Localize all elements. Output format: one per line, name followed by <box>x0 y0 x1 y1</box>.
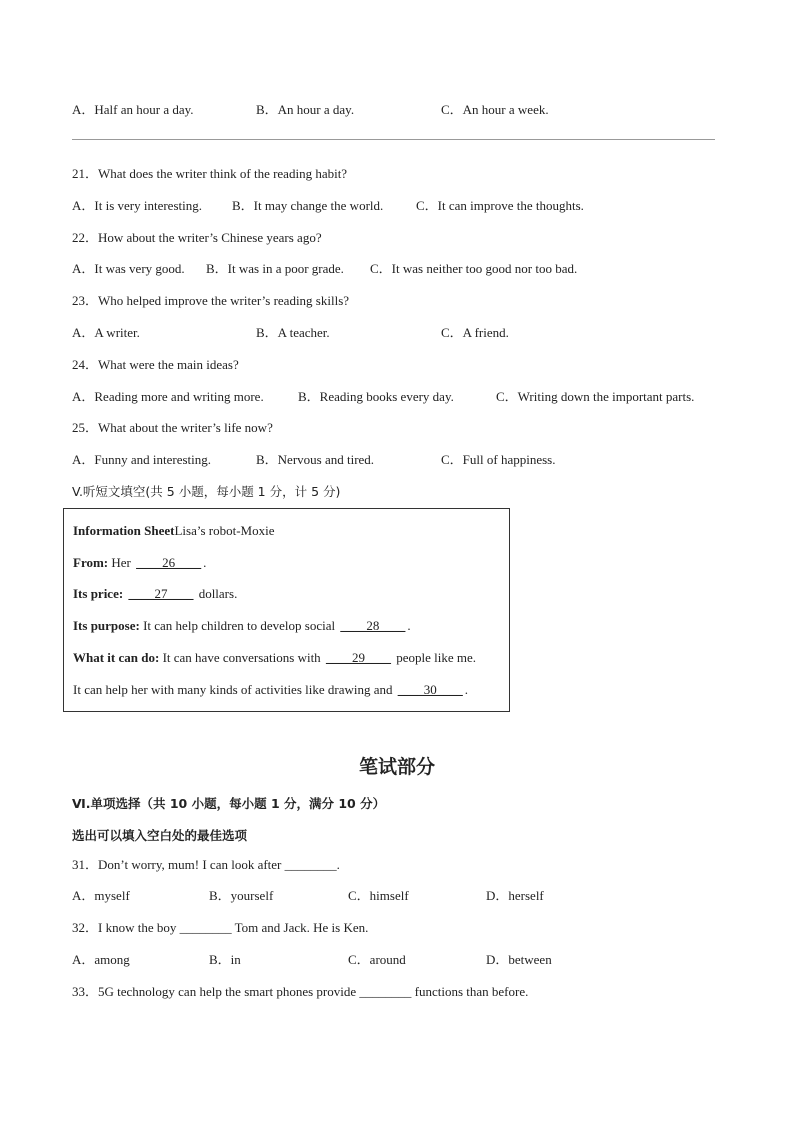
q23-option-b: B．A teacher. <box>256 325 330 340</box>
q24-option-b: B．Reading books every day. <box>298 389 454 404</box>
q24-option-c: C．Writing down the important parts. <box>496 389 695 404</box>
q23-option-a: A．A writer. <box>72 325 140 340</box>
info-from-label: From: <box>73 555 109 570</box>
section-5-heading: V.听短文填空(共 5 小题，每小题 1 分，计 5 分) <box>72 484 341 499</box>
separator-line <box>72 139 715 140</box>
section-6-instruction: 选出可以填入空白处的最佳选项 <box>72 828 248 843</box>
q22-option-b: B．It was in a poor grade. <box>206 261 344 276</box>
q22-question: 22．How about the writer’s Chinese years ago? <box>72 230 322 245</box>
blank-29[interactable]: ____29____ <box>325 650 391 665</box>
q25-option-b: B．Nervous and tired. <box>256 452 375 467</box>
q31-option-b: B．yourself <box>209 888 274 903</box>
blank-28[interactable]: ____28____ <box>340 618 406 633</box>
q24-question: 24．What were the main ideas? <box>72 357 239 372</box>
info-last-row: It can help her with many kinds of activities like drawing and ____30____ . <box>73 682 468 697</box>
info-purpose-text: It can help children to develop social <box>139 618 339 633</box>
q21-option-b: B．It may change the world. <box>232 198 384 213</box>
q23-question: 23．Who helped improve the writer’s reading skills? <box>72 293 350 308</box>
info-purpose-row: Its purpose: It can help children to develop social ____28____ . <box>73 618 411 633</box>
q32-question: 32．I know the boy ________ Tom and Jack. He is Ken. <box>72 920 369 935</box>
info-price-text: dollars. <box>195 586 238 601</box>
q24-option-a: A．Reading more and writing more. <box>72 389 264 404</box>
q31-option-a: A．myself <box>72 888 130 903</box>
q21-option-c: C．It can improve the thoughts. <box>416 198 584 213</box>
info-from-text: Her <box>111 555 135 570</box>
q25-question: 25．What about the writer’s life now? <box>72 420 273 435</box>
q20-option-a: A．Half an hour a day. <box>72 102 194 117</box>
q22-option-a: A．It was very good. <box>72 261 185 276</box>
info-title-row <box>73 523 274 539</box>
written-part-title: 笔试部分 <box>358 756 435 778</box>
info-cando-post: people like me. <box>392 650 476 665</box>
q31-question: 31．Don’t worry, mum! I can look after ________. <box>72 857 340 872</box>
information-sheet <box>63 508 510 712</box>
info-price-row <box>73 586 237 602</box>
q25-option-c: C．Full of happiness. <box>441 452 556 467</box>
blank-30[interactable]: ____30____ <box>397 682 463 697</box>
q21-question: 21．What does the writer think of the reading habit? <box>72 166 348 181</box>
info-from-row: From: Her ____26____ . <box>73 555 207 570</box>
info-purpose-label: Its purpose: <box>73 618 140 633</box>
q32-option-a: A．among <box>72 952 130 967</box>
info-price-label: Its price: <box>73 586 124 601</box>
info-cando-label: What it can do: <box>73 650 160 665</box>
q31-option-c: C．himself <box>348 888 409 903</box>
q31-option-d: D．herself <box>486 888 544 903</box>
q25-option-a: A．Funny and interesting. <box>72 452 212 467</box>
info-cando-row <box>73 650 476 666</box>
q22-option-c: C．It was neither too good nor too bad. <box>370 261 578 276</box>
blank-27[interactable]: ____27____ <box>128 586 194 601</box>
q20-option-c: C．An hour a week. <box>441 102 549 117</box>
q21-option-a: A．It is very interesting. <box>72 198 202 213</box>
q32-option-b: B．in <box>209 952 241 967</box>
q32-option-c: C．around <box>348 952 406 967</box>
info-cando-text: It can have conversations with <box>159 650 324 665</box>
q23-option-c: C．A friend. <box>441 325 509 340</box>
q32-option-d: D．between <box>486 952 552 967</box>
q33-question: 33．5G technology can help the smart phones provide ________ functions than before. <box>72 984 529 999</box>
q20-option-b: B．An hour a day. <box>256 102 355 117</box>
section-6-heading: Ⅵ.单项选择（共 10 小题，每小题 1 分，满分 10 分） <box>72 796 386 811</box>
info-title-label: Information Sheet <box>73 523 175 538</box>
info-title-value: Lisa’s robot-Moxie <box>174 523 275 538</box>
blank-26[interactable]: ____26____ <box>136 555 202 570</box>
info-last-text: It can help her with many kinds of activities like drawing and <box>73 682 396 697</box>
